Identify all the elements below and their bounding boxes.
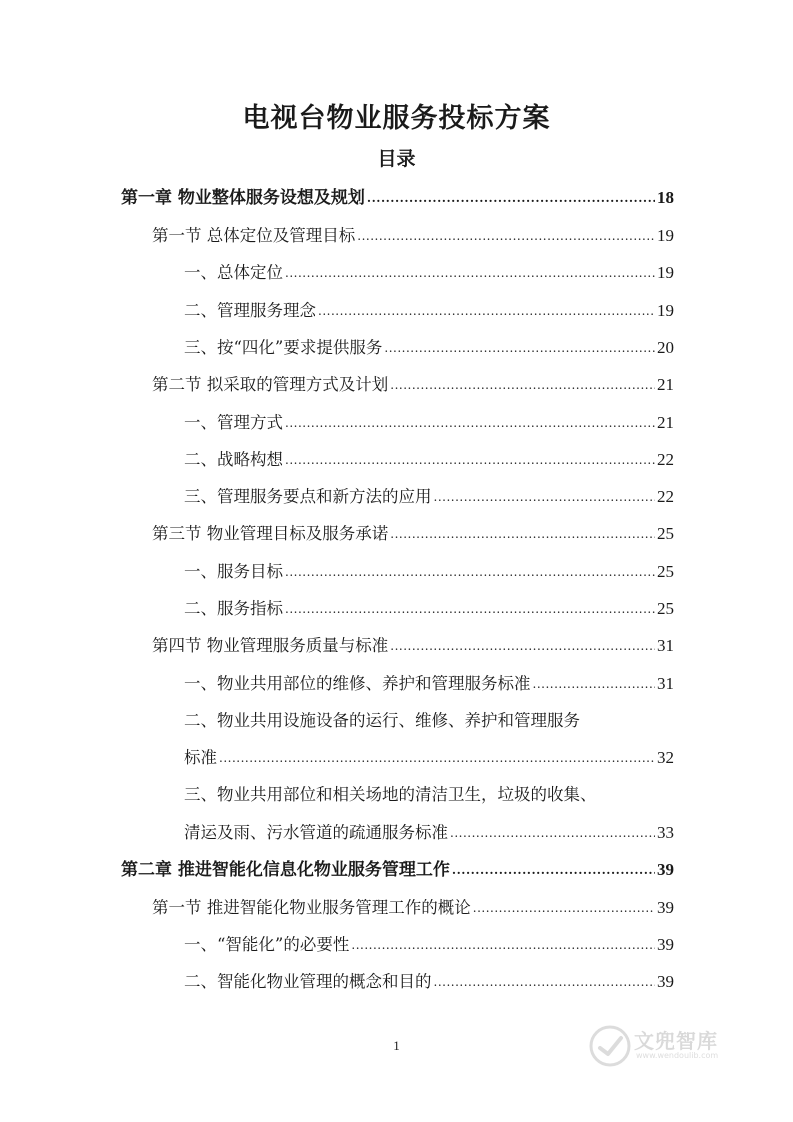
toc-leader-dots <box>285 410 655 435</box>
toc-entry-page: 19 <box>657 301 674 320</box>
toc-entry-section[interactable] <box>152 896 674 920</box>
toc-entry-section[interactable] <box>152 634 674 658</box>
toc-entry-label: 二、智能化物业管理的概念和目的 <box>184 972 432 991</box>
toc-entry-page: 22 <box>657 450 674 469</box>
toc-entry-item[interactable] <box>184 672 674 696</box>
toc-leader-dots <box>450 820 655 845</box>
toc-entry-item[interactable] <box>184 746 674 770</box>
toc-entry-page: 21 <box>657 375 674 394</box>
toc-entry-label: 二、管理服务理念 <box>184 301 316 320</box>
toc-entry-label: 三、按“四化”要求提供服务 <box>184 338 383 357</box>
document-title: 电视台物业服务投标方案 <box>242 103 551 134</box>
toc-leader-dots <box>285 260 655 285</box>
toc-entry-label: 一、管理方式 <box>184 413 283 432</box>
toc-entry-page: 25 <box>657 524 674 543</box>
toc-entry-page: 20 <box>657 338 674 357</box>
toc-entry-section[interactable] <box>152 522 674 546</box>
toc-entry-label: 二、战略构想 <box>184 450 283 469</box>
toc-entry-page: 19 <box>657 263 674 282</box>
toc-leader-dots <box>384 335 655 360</box>
toc-entry-page: 18 <box>657 188 674 207</box>
watermark <box>588 1022 748 1070</box>
toc-entry-label: 清运及雨、污水管道的疏通服务标准 <box>184 823 448 842</box>
toc-entry-item[interactable] <box>184 448 674 472</box>
toc-entry-item[interactable] <box>184 261 674 285</box>
toc-entry-page: 39 <box>657 860 674 879</box>
toc-entry-page: 39 <box>657 935 674 954</box>
toc-leader-dots <box>318 298 655 323</box>
toc-entry-section[interactable] <box>152 373 674 397</box>
toc-entry-page: 39 <box>657 972 674 991</box>
watermark-name: 文兜智库 <box>634 1029 718 1053</box>
toc-entry-label: 一、“智能化”的必要性 <box>184 935 350 954</box>
toc-entry-item[interactable] <box>184 485 674 509</box>
toc-leader-dots <box>473 895 655 920</box>
toc-entry-page: 19 <box>657 226 674 245</box>
toc-entry-label: 第二章 推进智能化信息化物业服务管理工作 <box>121 860 450 880</box>
page-number: 1 <box>393 1038 400 1053</box>
toc-leader-dots <box>390 521 655 546</box>
toc-leader-dots <box>285 447 655 472</box>
toc-entry-item[interactable] <box>184 933 674 957</box>
toc-entry-page: 25 <box>657 599 674 618</box>
toc-entry-item[interactable] <box>184 597 674 621</box>
toc-entry-label: 第四节 物业管理服务质量与标准 <box>152 636 389 655</box>
toc-entry-section[interactable] <box>152 224 674 248</box>
toc-leader-dots <box>452 857 655 882</box>
toc-entry-item[interactable] <box>184 970 674 994</box>
toc-entry-label: 二、服务指标 <box>184 599 283 618</box>
toc-entry-item[interactable] <box>184 821 674 845</box>
toc-leader-dots <box>351 932 655 957</box>
toc-entry-label: 一、服务目标 <box>184 562 283 581</box>
toc-entry-label: 第一章 物业整体服务设想及规划 <box>121 188 365 208</box>
toc-entry-item[interactable] <box>184 299 674 323</box>
toc-entry-label: 第三节 物业管理目标及服务承诺 <box>152 524 389 543</box>
toc-leader-dots <box>285 596 655 621</box>
toc-entry-page: 31 <box>657 636 674 655</box>
toc-entry-label: 第一节 推进智能化物业服务管理工作的概论 <box>152 898 471 917</box>
toc-entry-label: 一、物业共用部位的维修、养护和管理服务标准 <box>184 674 531 693</box>
toc-leader-dots <box>533 671 656 696</box>
toc-entry-label: 标准 <box>184 748 217 767</box>
toc-entry-label: 第一节 总体定位及管理目标 <box>152 226 356 245</box>
toc-entry-item[interactable] <box>184 336 674 360</box>
watermark-logo-icon <box>588 1024 632 1068</box>
toc-entry-chapter-1[interactable] <box>121 186 674 210</box>
toc-entry-item[interactable] <box>184 560 674 584</box>
toc-entry-label: 一、总体定位 <box>184 263 283 282</box>
toc-entry-page: 25 <box>657 562 674 581</box>
toc-leader-dots <box>219 745 655 770</box>
toc-entry-page: 33 <box>657 823 674 842</box>
toc-leader-dots <box>367 185 655 210</box>
toc-heading: 目录 <box>377 148 416 170</box>
toc-entry-label: 三、管理服务要点和新方法的应用 <box>184 487 432 506</box>
toc-entry-page: 32 <box>657 748 674 767</box>
toc-entry-page: 39 <box>657 898 674 917</box>
toc-leader-dots <box>285 559 655 584</box>
toc-entry-item[interactable] <box>184 411 674 435</box>
toc-leader-dots <box>357 223 655 248</box>
toc-entry-label-line1[interactable]: 三、物业共用部位和相关场地的清洁卫生，垃圾的收集、 <box>184 785 597 804</box>
toc-entry-label-line1[interactable]: 二、物业共用设施设备的运行、维修、养护和管理服务 <box>184 711 580 730</box>
toc-leader-dots <box>434 969 656 994</box>
watermark-url: www.wendoulib.com <box>636 1051 719 1060</box>
toc-entry-page: 31 <box>657 674 674 693</box>
toc-leader-dots <box>434 484 656 509</box>
toc-entry-page: 22 <box>657 487 674 506</box>
toc-entry-label: 第二节 拟采取的管理方式及计划 <box>152 375 389 394</box>
toc-leader-dots <box>390 633 655 658</box>
toc-entry-page: 21 <box>657 413 674 432</box>
toc-leader-dots <box>390 372 655 397</box>
toc-entry-chapter-2[interactable] <box>121 858 674 882</box>
